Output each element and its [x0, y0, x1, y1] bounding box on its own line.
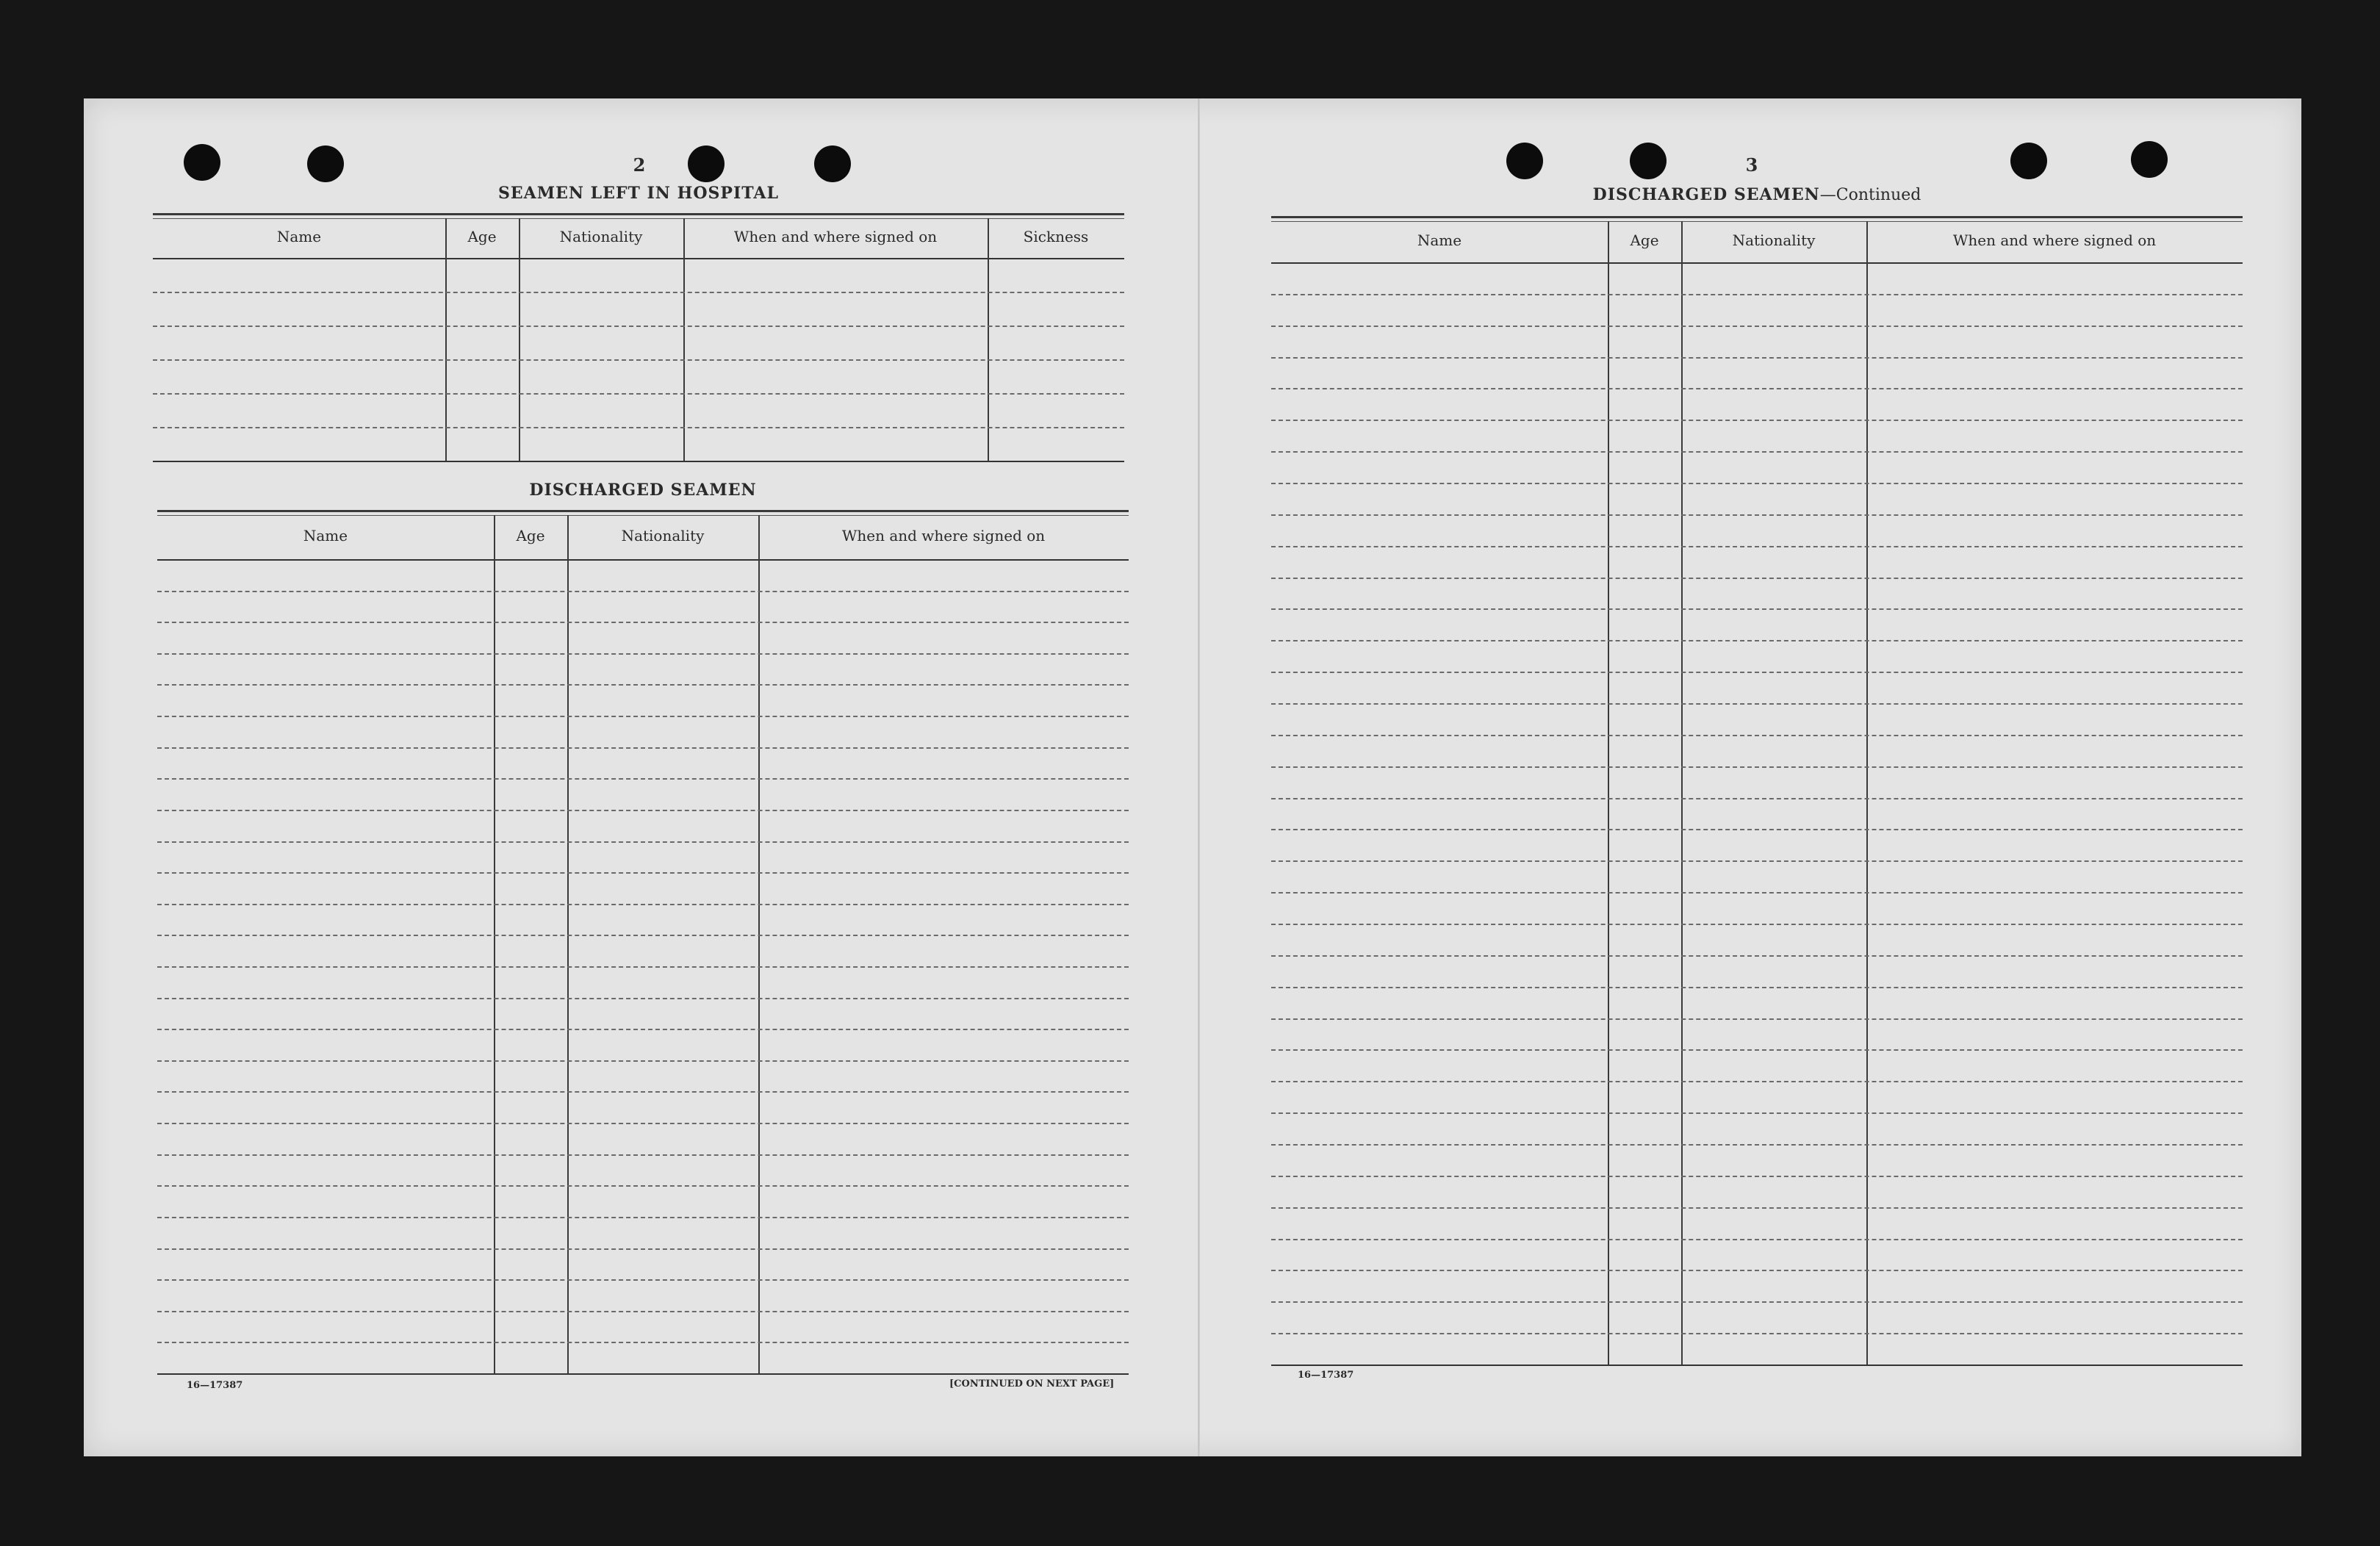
hospital-table: [153, 213, 1124, 461]
table-row[interactable]: [1271, 1176, 2243, 1209]
table-row[interactable]: [1271, 514, 2243, 547]
page-fold: [1198, 98, 1200, 1456]
table-row[interactable]: [157, 1154, 1129, 1187]
table-row[interactable]: [1271, 1049, 2243, 1082]
table-row[interactable]: [1271, 640, 2243, 673]
table-row[interactable]: [157, 622, 1129, 655]
table-row[interactable]: [157, 559, 1129, 592]
page-number-right: 3: [1745, 154, 1758, 176]
table-row[interactable]: [1271, 1333, 2243, 1366]
table-row[interactable]: [157, 1091, 1129, 1124]
column-header: When and where signed on: [1952, 231, 2157, 249]
table-header: [153, 215, 1124, 259]
table-row[interactable]: [153, 258, 1124, 293]
table-row[interactable]: [1271, 735, 2243, 768]
table-row[interactable]: [1271, 1081, 2243, 1114]
punch-hole: [184, 144, 220, 181]
table-row[interactable]: [157, 684, 1129, 717]
discharged-table: [157, 510, 1129, 1373]
table-row[interactable]: [1271, 388, 2243, 421]
table-row[interactable]: [1271, 892, 2243, 925]
table-row[interactable]: [157, 966, 1129, 999]
table-row[interactable]: [157, 653, 1129, 686]
table-header: [157, 512, 1129, 561]
table-row[interactable]: [157, 904, 1129, 937]
continued-note: [CONTINUED ON NEXT PAGE]: [949, 1378, 1115, 1389]
column-header: Nationality: [1732, 231, 1816, 249]
table-row[interactable]: [157, 810, 1129, 843]
table-row[interactable]: [153, 326, 1124, 361]
table-row[interactable]: [157, 998, 1129, 1031]
table-row[interactable]: [153, 393, 1124, 428]
punch-hole: [1630, 143, 1667, 179]
table-row[interactable]: [1271, 1301, 2243, 1334]
table-row[interactable]: [1271, 546, 2243, 579]
punch-hole: [814, 145, 851, 182]
table-row[interactable]: [1271, 262, 2243, 295]
table-row[interactable]: [1271, 798, 2243, 831]
table-row[interactable]: [1271, 1207, 2243, 1240]
table-row[interactable]: [153, 359, 1124, 395]
table-row[interactable]: [157, 841, 1129, 874]
table-row[interactable]: [1271, 1112, 2243, 1146]
table-row[interactable]: [153, 292, 1124, 327]
table-row[interactable]: [1271, 1018, 2243, 1051]
column-header: Sickness: [1023, 228, 1089, 245]
column-header: Name: [1417, 231, 1462, 249]
table-row[interactable]: [157, 935, 1129, 968]
table-row[interactable]: [157, 872, 1129, 905]
discharged-continued-title-main: DISCHARGED SEAMEN: [1592, 185, 1820, 204]
table-row[interactable]: [1271, 420, 2243, 453]
form-number-left: 16—17387: [187, 1380, 243, 1391]
punch-hole: [1506, 143, 1543, 179]
table-row[interactable]: [153, 427, 1124, 462]
column-header: When and where signed on: [841, 527, 1046, 544]
table-row[interactable]: [1271, 1270, 2243, 1303]
table-row[interactable]: [1271, 357, 2243, 390]
table-row[interactable]: [1271, 924, 2243, 957]
page-number-left: 2: [633, 154, 646, 176]
table-row[interactable]: [1271, 829, 2243, 862]
table-row[interactable]: [157, 1279, 1129, 1312]
table-row[interactable]: [157, 778, 1129, 811]
table-row[interactable]: [1271, 987, 2243, 1020]
table-row[interactable]: [1271, 326, 2243, 359]
punch-hole: [688, 145, 725, 182]
punch-hole: [2131, 141, 2168, 178]
table-row[interactable]: [1271, 955, 2243, 988]
discharged-continued-title-suffix: —Continued: [1819, 186, 1921, 204]
column-header: Age: [516, 527, 545, 544]
table-row[interactable]: [157, 1029, 1129, 1062]
form-sheet: [84, 98, 2301, 1456]
table-row[interactable]: [157, 1185, 1129, 1218]
discharged-section-title: DISCHARGED SEAMEN: [529, 481, 757, 500]
table-row[interactable]: [1271, 1144, 2243, 1177]
table-row[interactable]: [157, 1217, 1129, 1250]
table-row[interactable]: [157, 591, 1129, 624]
punch-hole: [307, 145, 344, 182]
punch-hole: [2010, 143, 2047, 179]
table-row[interactable]: [1271, 766, 2243, 799]
discharged-continued-title: [1271, 185, 2243, 204]
discharged-continued-table: [1271, 216, 2243, 1365]
column-header: Nationality: [559, 228, 643, 245]
form-number-right: 16—17387: [1298, 1370, 1354, 1381]
table-row[interactable]: [157, 747, 1129, 780]
table-row[interactable]: [1271, 1239, 2243, 1272]
table-row[interactable]: [1271, 860, 2243, 894]
table-row[interactable]: [157, 716, 1129, 749]
table-row[interactable]: [157, 1123, 1129, 1156]
table-row[interactable]: [1271, 451, 2243, 484]
column-header: Name: [303, 527, 348, 544]
table-row[interactable]: [1271, 608, 2243, 641]
table-row[interactable]: [157, 1248, 1129, 1281]
table-row[interactable]: [157, 1311, 1129, 1344]
column-header: When and where signed on: [733, 228, 938, 245]
table-row[interactable]: [1271, 294, 2243, 327]
column-header: Age: [467, 228, 497, 245]
hospital-section-title: SEAMEN LEFT IN HOSPITAL: [498, 184, 779, 203]
table-row[interactable]: [1271, 578, 2243, 611]
column-header: Nationality: [621, 527, 705, 544]
table-row[interactable]: [1271, 672, 2243, 705]
table-row[interactable]: [1271, 483, 2243, 516]
table-header: [1271, 218, 2243, 264]
column-header: Age: [1630, 231, 1659, 249]
table-row[interactable]: [157, 1342, 1129, 1375]
table-row[interactable]: [157, 1060, 1129, 1093]
table-row[interactable]: [1271, 703, 2243, 736]
column-header: Name: [276, 228, 322, 245]
